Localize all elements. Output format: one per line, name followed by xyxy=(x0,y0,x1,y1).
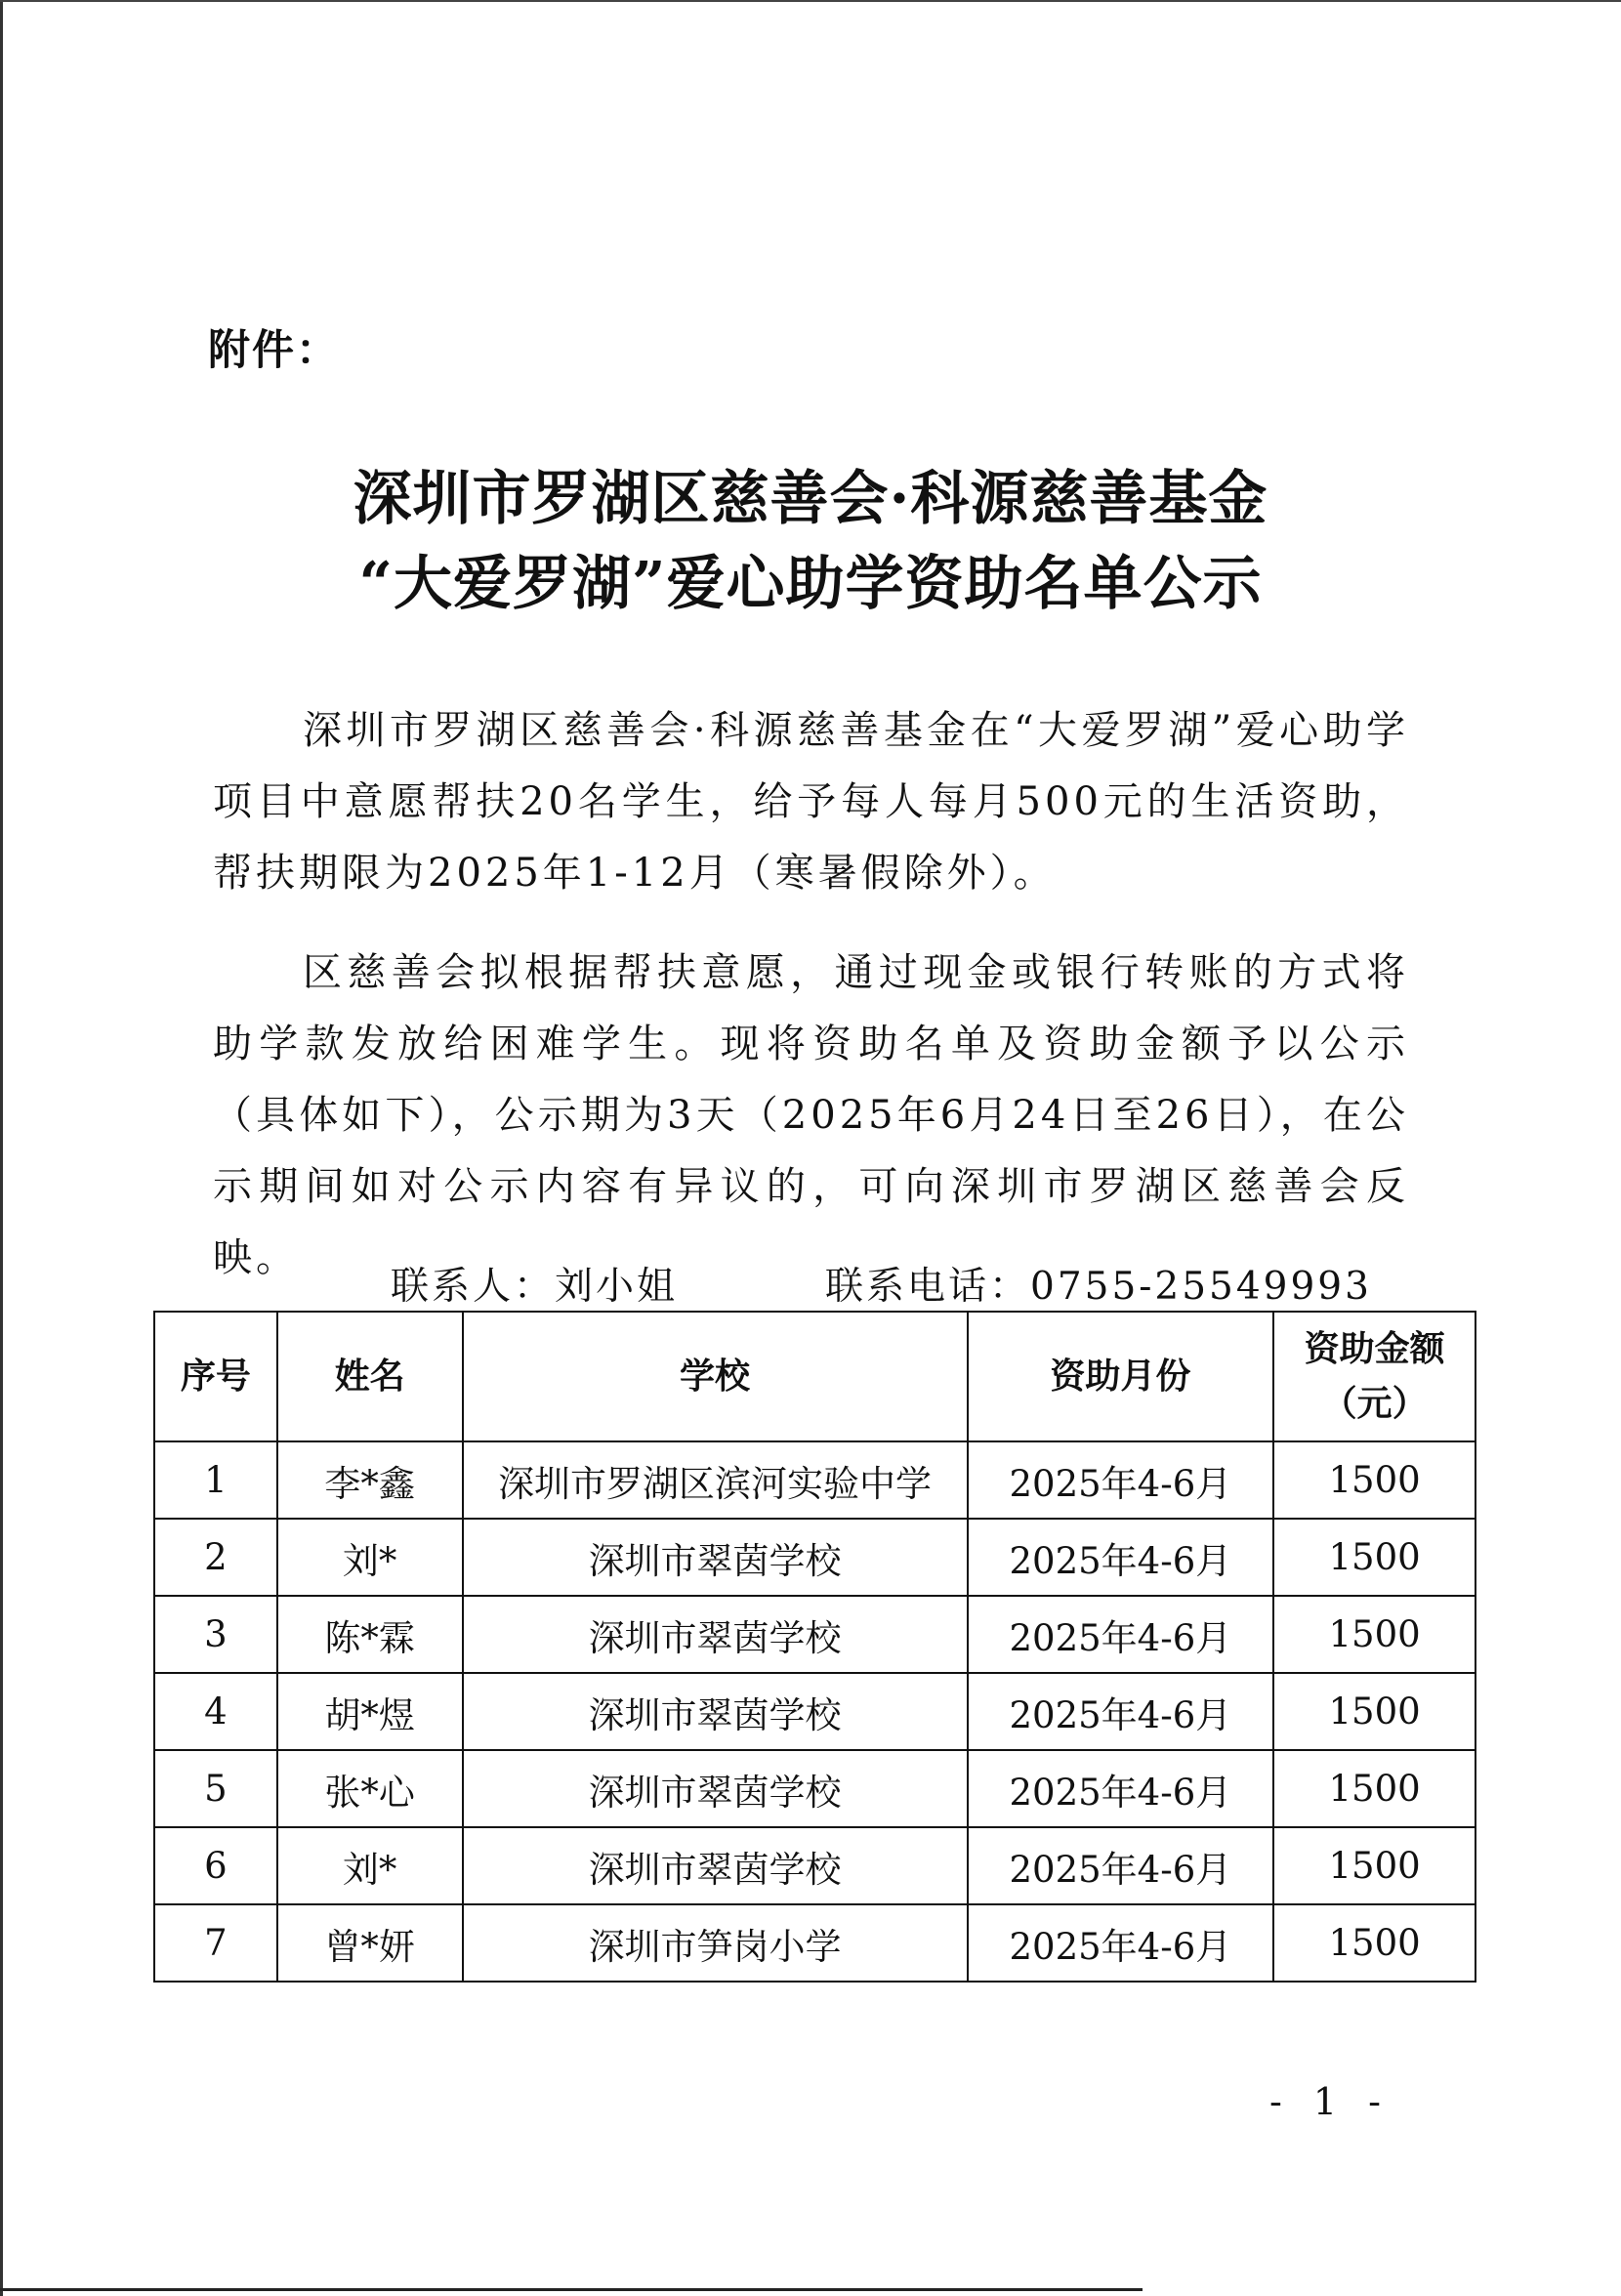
table-header-row xyxy=(154,1312,1476,1441)
cell-amount: 1500 xyxy=(1273,1519,1476,1596)
table-row xyxy=(154,1750,1476,1827)
table-row xyxy=(154,1441,1476,1519)
cell-name: 李*鑫 xyxy=(277,1441,463,1519)
cell-name: 刘* xyxy=(277,1827,463,1904)
cell-amount: 1500 xyxy=(1273,1904,1476,1982)
header-months: 资助月份 xyxy=(968,1312,1274,1441)
cell-name: 刘* xyxy=(277,1519,463,1596)
cell-name: 胡*煜 xyxy=(277,1673,463,1750)
cell-months: 2025年4-6月 xyxy=(968,1904,1274,1982)
funding-list-table xyxy=(153,1311,1476,1983)
contact-phone: 联系电话：0755-25549993 xyxy=(825,1265,1372,1309)
paragraph-text: 深圳市罗湖区慈善会·科源慈善基金在“大爱罗湖”爱心助学项目中意愿帮扶20名学生，给予每人每月500元的生活资助，帮扶期限为2025年1-12月（寒暑假除外）。 xyxy=(213,708,1409,896)
cell-months: 2025年4-6月 xyxy=(968,1750,1274,1827)
cell-months: 2025年4-6月 xyxy=(968,1596,1274,1673)
cell-months: 2025年4-6月 xyxy=(968,1441,1274,1519)
scan-edge-top xyxy=(0,0,1621,2)
page-number: - 1 - xyxy=(1269,2080,1392,2123)
cell-school: 深圳市翠茵学校 xyxy=(463,1596,968,1673)
table-row xyxy=(154,1596,1476,1673)
cell-index: 6 xyxy=(154,1827,277,1904)
cell-name: 曾*妍 xyxy=(277,1904,463,1982)
cell-amount: 1500 xyxy=(1273,1673,1476,1750)
cell-school: 深圳市翠茵学校 xyxy=(463,1673,968,1750)
header-amount-unit: （元） xyxy=(1321,1383,1428,1424)
header-amount xyxy=(1273,1312,1476,1441)
header-school: 学校 xyxy=(463,1312,968,1441)
attachment-label: 附件： xyxy=(208,326,340,375)
contact-person: 联系人：刘小姐 xyxy=(391,1265,679,1309)
cell-months: 2025年4-6月 xyxy=(968,1673,1274,1750)
cell-amount: 1500 xyxy=(1273,1827,1476,1904)
cell-amount: 1500 xyxy=(1273,1596,1476,1673)
cell-school: 深圳市翠茵学校 xyxy=(463,1750,968,1827)
scan-edge-bottom xyxy=(0,2288,1143,2291)
body-paragraph-2 xyxy=(213,938,1409,1294)
cell-index: 5 xyxy=(154,1750,277,1827)
table-row xyxy=(154,1827,1476,1904)
cell-school: 深圳市翠茵学校 xyxy=(463,1827,968,1904)
table-row xyxy=(154,1519,1476,1596)
cell-index: 1 xyxy=(154,1441,277,1519)
scan-edge-left xyxy=(0,0,3,2296)
table-row xyxy=(154,1904,1476,1982)
cell-amount: 1500 xyxy=(1273,1441,1476,1519)
body-paragraph-1 xyxy=(213,695,1409,909)
header-index: 序号 xyxy=(154,1312,277,1441)
header-name: 姓名 xyxy=(277,1312,463,1441)
cell-school: 深圳市笋岗小学 xyxy=(463,1904,968,1982)
header-amount-label: 资助金额 xyxy=(1304,1328,1445,1369)
cell-school: 深圳市翠茵学校 xyxy=(463,1519,968,1596)
cell-school: 深圳市罗湖区滨河实验中学 xyxy=(463,1441,968,1519)
cell-index: 4 xyxy=(154,1673,277,1750)
cell-name: 张*心 xyxy=(277,1750,463,1827)
table-row xyxy=(154,1673,1476,1750)
document-title-line1: 深圳市罗湖区慈善会·科源慈善基金 xyxy=(353,465,1268,533)
paragraph-text: 区慈善会拟根据帮扶意愿，通过现金或银行转账的方式将助学款发放给困难学生。现将资助名单及资助金额予以公示（具体如下），公示期为3天（2025年6月24日至26日），在公示期间如对公示内容有异议的，可向深圳市罗湖区慈善会反映。 xyxy=(213,950,1409,1280)
cell-index: 2 xyxy=(154,1519,277,1596)
document-title-line2: “大爱罗湖”爱心助学资助名单公示 xyxy=(358,550,1263,618)
cell-name: 陈*霖 xyxy=(277,1596,463,1673)
cell-amount: 1500 xyxy=(1273,1750,1476,1827)
cell-months: 2025年4-6月 xyxy=(968,1519,1274,1596)
cell-index: 3 xyxy=(154,1596,277,1673)
cell-index: 7 xyxy=(154,1904,277,1982)
cell-months: 2025年4-6月 xyxy=(968,1827,1274,1904)
